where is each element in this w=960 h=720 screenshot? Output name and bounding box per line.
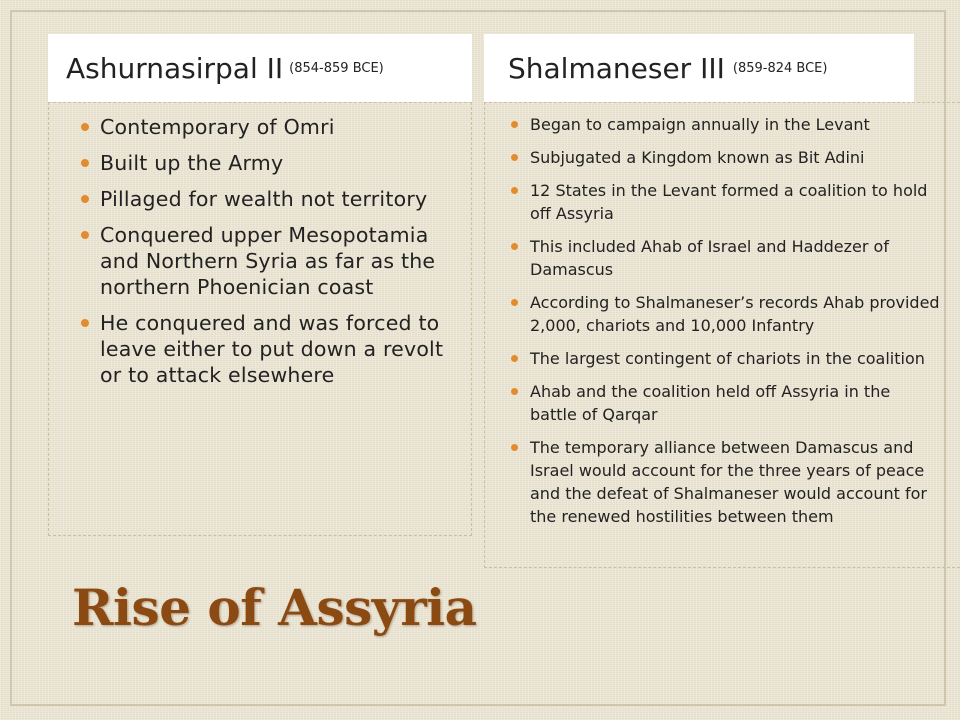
list-item: The temporary alliance between Damascus and Israel would account for the three years of peace and the defeat of Shalmaneser would account for the renewed hostilities between them [530, 436, 942, 528]
list-item: Contemporary of Omri [100, 114, 465, 140]
right-bullet-list [530, 113, 942, 538]
left-column-header [48, 34, 472, 102]
left-header-name: Ashurnasirpal II [66, 51, 284, 85]
right-column-header [484, 34, 914, 102]
list-item: According to Shalmaneser’s records Ahab provided 2,000, chariots and 10,000 Infantry [530, 291, 942, 337]
slide-title: Rise of Assyria [72, 578, 477, 637]
list-item: Ahab and the coalition held off Assyria in the battle of Qarqar [530, 380, 942, 426]
left-header-dates: (854-859 BCE) [289, 60, 384, 76]
right-header-name: Shalmaneser III [508, 51, 725, 85]
list-item: Subjugated a Kingdom known as Bit Adini [530, 146, 942, 169]
list-item: Began to campaign annually in the Levant [530, 113, 942, 136]
list-item: Built up the Army [100, 150, 465, 176]
list-item: Pillaged for wealth not territory [100, 186, 465, 212]
left-bullet-list [100, 114, 465, 398]
list-item: 12 States in the Levant formed a coalition to hold off Assyria [530, 179, 942, 225]
list-item: This included Ahab of Israel and Haddezer of Damascus [530, 235, 942, 281]
list-item: Conquered upper Mesopotamia and Northern Syria as far as the northern Phoenician coast [100, 222, 465, 300]
list-item: The largest contingent of chariots in the coalition [530, 347, 942, 370]
list-item: He conquered and was forced to leave either to put down a revolt or to attack elsewhere [100, 310, 465, 388]
right-header-dates: (859-824 BCE) [732, 60, 828, 76]
